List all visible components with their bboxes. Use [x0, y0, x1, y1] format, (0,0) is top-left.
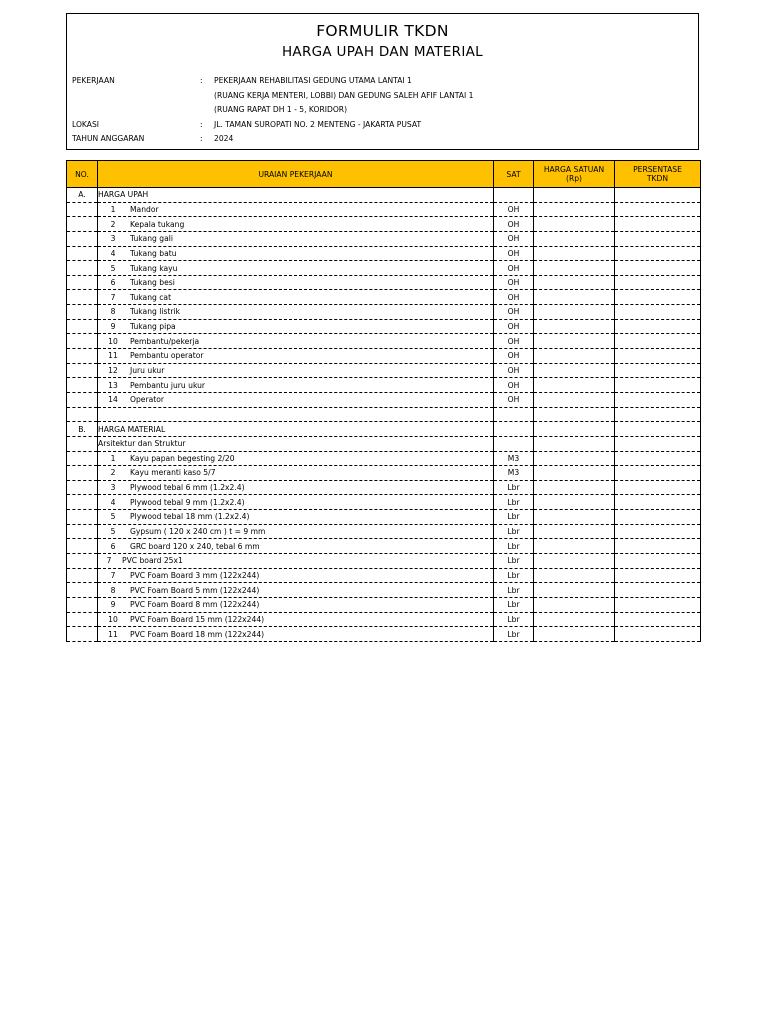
info-row — [72, 89, 474, 104]
cell-harga — [534, 202, 615, 217]
section-no: B. — [67, 422, 98, 437]
cell-uraian — [98, 202, 494, 217]
cell-harga — [534, 539, 615, 554]
item-number: 7 — [106, 556, 112, 566]
cell-uraian — [98, 334, 494, 349]
item-name: Pembantu operator — [130, 351, 204, 361]
cell-harga — [534, 422, 615, 437]
cell-uraian — [98, 349, 494, 364]
item-number: 1 — [110, 204, 116, 214]
section-a-row — [67, 188, 701, 203]
project-info — [72, 74, 474, 147]
cell-harga — [534, 378, 615, 393]
table-row — [67, 451, 701, 466]
table-row — [67, 597, 701, 612]
cell-uraian — [98, 305, 494, 320]
cell-harga — [534, 583, 615, 598]
item-number: 13 — [108, 380, 118, 390]
cell-sat: Lbr — [494, 510, 534, 525]
cell-uraian — [98, 627, 494, 642]
item-number: 5 — [110, 512, 116, 522]
cell-no — [67, 554, 98, 569]
cell-harga — [534, 597, 615, 612]
cell-persen — [615, 612, 701, 627]
item-name: PVC Foam Board 5 mm (122x244) — [130, 585, 260, 595]
table-row — [67, 568, 701, 583]
item-number: 6 — [110, 541, 116, 551]
cell-sat: Lbr — [494, 524, 534, 539]
cell-no — [67, 510, 98, 525]
form-title: FORMULIR TKDN — [316, 22, 449, 40]
cell-uraian — [98, 217, 494, 232]
info-value: PEKERJAAN REHABILITASI GEDUNG UTAMA LANTAI 1 — [214, 76, 412, 85]
cell-no — [67, 261, 98, 276]
item-name: GRC board 120 x 240, tebal 6 mm — [130, 541, 260, 551]
cell-sat: M3 — [494, 451, 534, 466]
section-b-row — [67, 422, 701, 437]
cell-harga — [534, 305, 615, 320]
info-value: (RUANG KERJA MENTERI, LOBBI) DAN GEDUNG SALEH AFIF LANTAI 1 — [214, 90, 474, 100]
cell-no — [67, 597, 98, 612]
cell-harga — [534, 480, 615, 495]
cell-no — [67, 275, 98, 290]
cell-uraian — [98, 363, 494, 378]
info-label — [72, 103, 200, 118]
item-name: Plywood tebal 18 mm (1.2x2.4) — [130, 512, 250, 522]
cell-no — [67, 305, 98, 320]
cell-no — [67, 392, 98, 407]
table-row — [67, 349, 701, 364]
cell-persen — [615, 261, 701, 276]
cell-sat: OH — [494, 392, 534, 407]
item-number: 8 — [110, 585, 116, 595]
cell-persen — [615, 202, 701, 217]
cell-no — [67, 495, 98, 510]
cell-uraian — [98, 246, 494, 261]
table-row — [67, 202, 701, 217]
cell-no — [67, 583, 98, 598]
cell-harga — [534, 554, 615, 569]
cell-no — [67, 539, 98, 554]
item-number: 6 — [110, 278, 116, 288]
table-header-row — [67, 161, 701, 188]
form-header — [66, 13, 699, 150]
table-row — [67, 539, 701, 554]
info-label: PEKERJAAN — [72, 76, 115, 85]
cell-harga — [534, 261, 615, 276]
info-colon — [200, 103, 214, 118]
item-name: Mandor — [130, 204, 159, 214]
table-row — [67, 612, 701, 627]
info-colon — [200, 89, 214, 104]
item-number: 2 — [110, 468, 116, 478]
cell-sat: M3 — [494, 466, 534, 481]
item-name: PVC board 25x1 — [122, 556, 183, 566]
cell-uraian — [98, 466, 494, 481]
cell-persen — [615, 231, 701, 246]
subsection-row — [67, 436, 701, 451]
header-persentase-tkdn — [615, 161, 701, 188]
cell-harga — [534, 363, 615, 378]
cell-persen — [615, 188, 701, 203]
cell-no — [67, 524, 98, 539]
cell-uraian — [98, 583, 494, 598]
item-number: 11 — [108, 351, 118, 361]
price-table — [66, 160, 701, 642]
cell-uraian — [98, 495, 494, 510]
cell-persen — [615, 407, 701, 422]
cell-sat: Lbr — [494, 627, 534, 642]
cell-no — [67, 334, 98, 349]
cell-persen — [615, 583, 701, 598]
item-number: 5 — [110, 527, 116, 537]
section-title: HARGA MATERIAL — [98, 422, 494, 437]
cell-sat: OH — [494, 319, 534, 334]
cell-sat: Lbr — [494, 583, 534, 598]
cell-persen — [615, 246, 701, 261]
cell-harga — [534, 334, 615, 349]
cell-uraian — [98, 480, 494, 495]
table-row — [67, 363, 701, 378]
cell-sat: OH — [494, 231, 534, 246]
table-row — [67, 217, 701, 232]
cell-no — [67, 568, 98, 583]
header-harga-line1: HARGA SATUAN — [543, 165, 605, 174]
info-row — [72, 103, 474, 118]
item-name: Pembantu/pekerja — [130, 336, 200, 346]
cell-persen — [615, 217, 701, 232]
section-title: HARGA UPAH — [98, 188, 494, 203]
cell-no — [67, 612, 98, 627]
cell-uraian — [98, 597, 494, 612]
cell-harga — [534, 466, 615, 481]
info-label: TAHUN ANGGARAN — [72, 134, 145, 143]
cell-sat — [494, 188, 534, 203]
cell-sat — [494, 436, 534, 451]
cell-sat: Lbr — [494, 539, 534, 554]
table-row — [67, 480, 701, 495]
item-name: Tukang pipa — [130, 322, 176, 332]
info-value: 2024 — [214, 134, 234, 143]
item-number: 4 — [110, 248, 116, 258]
cell-uraian — [98, 319, 494, 334]
cell-sat: Lbr — [494, 554, 534, 569]
table-row — [67, 275, 701, 290]
item-number: 10 — [108, 336, 118, 346]
cell-sat: Lbr — [494, 612, 534, 627]
cell-persen — [615, 422, 701, 437]
cell-harga — [534, 392, 615, 407]
cell-no — [67, 217, 98, 232]
item-number: 14 — [108, 395, 118, 405]
cell-sat: OH — [494, 305, 534, 320]
cell-no — [67, 349, 98, 364]
cell-sat — [494, 422, 534, 437]
cell-uraian — [98, 554, 494, 569]
info-label — [72, 89, 200, 104]
cell-uraian — [98, 378, 494, 393]
cell-persen — [615, 495, 701, 510]
info-row — [72, 132, 474, 147]
spacer-row — [67, 407, 701, 422]
item-number: 5 — [110, 263, 116, 273]
cell-no — [67, 363, 98, 378]
item-name: Juru ukur — [130, 366, 165, 375]
cell-persen — [615, 597, 701, 612]
cell-uraian — [98, 451, 494, 466]
cell-harga — [534, 319, 615, 334]
cell-sat: Lbr — [494, 495, 534, 510]
header-uraian: URAIAN PEKERJAAN — [98, 161, 494, 188]
item-name: PVC Foam Board 3 mm (122x244) — [130, 570, 260, 580]
form-subtitle: HARGA UPAH DAN MATERIAL — [281, 44, 483, 60]
cell-persen — [615, 363, 701, 378]
cell-uraian — [98, 568, 494, 583]
cell-sat: OH — [494, 217, 534, 232]
table-row — [67, 378, 701, 393]
table-row — [67, 524, 701, 539]
cell-uraian — [98, 524, 494, 539]
cell-persen — [615, 290, 701, 305]
item-name: Tukang besi — [130, 278, 175, 288]
header-harga-satuan — [534, 161, 615, 188]
item-number: 7 — [110, 292, 116, 302]
item-name: Plywood tebal 6 mm (1.2x2.4) — [130, 483, 245, 493]
cell-persen — [615, 568, 701, 583]
cell-no — [67, 202, 98, 217]
cell-no — [67, 231, 98, 246]
cell-uraian — [98, 275, 494, 290]
cell-sat: Lbr — [494, 480, 534, 495]
cell-uraian — [98, 539, 494, 554]
cell-sat: Lbr — [494, 597, 534, 612]
cell-harga — [534, 451, 615, 466]
item-number: 2 — [110, 219, 116, 229]
item-name: PVC Foam Board 18 mm (122x244) — [130, 629, 265, 639]
cell-harga — [534, 275, 615, 290]
cell-harga — [534, 188, 615, 203]
table-row — [67, 510, 701, 525]
cell-uraian — [98, 612, 494, 627]
cell-no — [67, 466, 98, 481]
cell-sat: OH — [494, 246, 534, 261]
item-name: Kayu papan begesting 2/20 — [130, 453, 235, 463]
table-row — [67, 334, 701, 349]
item-name: Tukang cat — [130, 292, 172, 302]
info-row — [72, 118, 474, 133]
cell-sat: OH — [494, 349, 534, 364]
item-number: 8 — [110, 307, 116, 317]
item-number: 9 — [110, 600, 116, 610]
item-name: Gypsum ( 120 x 240 cm ) t = 9 mm — [130, 527, 266, 537]
header-sat: SAT — [494, 161, 534, 188]
item-number: 4 — [110, 497, 116, 507]
cell-harga — [534, 407, 615, 422]
cell-sat: OH — [494, 202, 534, 217]
cell-uraian — [98, 290, 494, 305]
cell-sat — [494, 407, 534, 422]
item-name: PVC Foam Board 15 mm (122x244) — [130, 614, 265, 624]
item-name: Tukang kayu — [130, 263, 178, 273]
cell-sat: OH — [494, 378, 534, 393]
cell-uraian — [98, 231, 494, 246]
cell-persen — [615, 378, 701, 393]
item-number: 7 — [110, 570, 116, 580]
table-row — [67, 261, 701, 276]
cell-sat: OH — [494, 261, 534, 276]
info-value: (RUANG RAPAT DH 1 - 5, KORIDOR) — [214, 105, 348, 114]
cell-no — [67, 480, 98, 495]
cell-persen — [615, 510, 701, 525]
section-no: A. — [67, 188, 98, 203]
cell-persen — [615, 319, 701, 334]
cell-uraian — [98, 407, 494, 422]
cell-harga — [534, 612, 615, 627]
item-name: Tukang gali — [130, 234, 173, 244]
item-name: Tukang batu — [130, 248, 177, 258]
header-no: NO. — [67, 161, 98, 188]
table-row — [67, 231, 701, 246]
cell-harga — [534, 495, 615, 510]
item-name: Kepala tukang — [130, 219, 185, 229]
item-number: 3 — [110, 483, 116, 493]
cell-uraian — [98, 261, 494, 276]
item-name: Operator — [130, 395, 164, 405]
table-row — [67, 246, 701, 261]
cell-sat: OH — [494, 363, 534, 378]
item-name: Pembantu juru ukur — [130, 380, 206, 390]
cell-no — [67, 627, 98, 642]
cell-persen — [615, 392, 701, 407]
item-name: Tukang listrik — [130, 307, 181, 317]
table-row — [67, 495, 701, 510]
cell-no — [67, 290, 98, 305]
item-number: 1 — [110, 453, 116, 463]
table-row — [67, 554, 701, 569]
cell-no — [67, 319, 98, 334]
item-number: 10 — [108, 614, 118, 624]
cell-harga — [534, 231, 615, 246]
item-number: 3 — [110, 234, 116, 244]
info-colon: : — [200, 119, 203, 129]
cell-sat: OH — [494, 275, 534, 290]
cell-harga — [534, 436, 615, 451]
cell-harga — [534, 217, 615, 232]
item-name: PVC Foam Board 8 mm (122x244) — [130, 600, 260, 610]
item-name: Plywood tebal 9 mm (1.2x2.4) — [130, 497, 245, 507]
table-row — [67, 627, 701, 642]
table-row — [67, 319, 701, 334]
header-harga-line2: (Rp) — [565, 174, 583, 183]
cell-harga — [534, 568, 615, 583]
info-value: JL. TAMAN SUROPATI NO. 2 MENTENG - JAKARTA PUSAT — [214, 119, 422, 129]
header-persen-line1: PERSENTASE — [633, 165, 682, 174]
cell-no — [67, 378, 98, 393]
item-name: Kayu meranti kaso 5/7 — [130, 468, 216, 478]
cell-harga — [534, 246, 615, 261]
cell-uraian — [98, 392, 494, 407]
cell-sat: OH — [494, 334, 534, 349]
cell-persen — [615, 524, 701, 539]
cell-no — [67, 436, 98, 451]
table-row — [67, 392, 701, 407]
cell-harga — [534, 524, 615, 539]
header-persen-line2: TKDN — [646, 174, 669, 183]
table-row — [67, 466, 701, 481]
cell-no — [67, 451, 98, 466]
cell-persen — [615, 349, 701, 364]
cell-harga — [534, 627, 615, 642]
table-row — [67, 290, 701, 305]
table-row — [67, 583, 701, 598]
cell-persen — [615, 480, 701, 495]
cell-persen — [615, 305, 701, 320]
cell-sat: OH — [494, 290, 534, 305]
table-row — [67, 305, 701, 320]
cell-harga — [534, 290, 615, 305]
cell-persen — [615, 451, 701, 466]
cell-persen — [615, 275, 701, 290]
cell-sat: Lbr — [494, 568, 534, 583]
info-colon: : — [200, 76, 203, 85]
item-number: 9 — [110, 322, 116, 332]
cell-persen — [615, 627, 701, 642]
item-number: 11 — [108, 629, 118, 639]
cell-no — [67, 407, 98, 422]
cell-uraian — [98, 510, 494, 525]
cell-persen — [615, 554, 701, 569]
item-number: 12 — [108, 366, 118, 375]
subsection-title: Arsitektur dan Struktur — [98, 436, 494, 451]
info-row — [72, 74, 474, 89]
info-label: LOKASI — [72, 119, 100, 129]
cell-harga — [534, 349, 615, 364]
cell-persen — [615, 436, 701, 451]
cell-persen — [615, 539, 701, 554]
cell-persen — [615, 334, 701, 349]
cell-no — [67, 246, 98, 261]
info-colon: : — [200, 134, 203, 143]
cell-harga — [534, 510, 615, 525]
cell-persen — [615, 466, 701, 481]
